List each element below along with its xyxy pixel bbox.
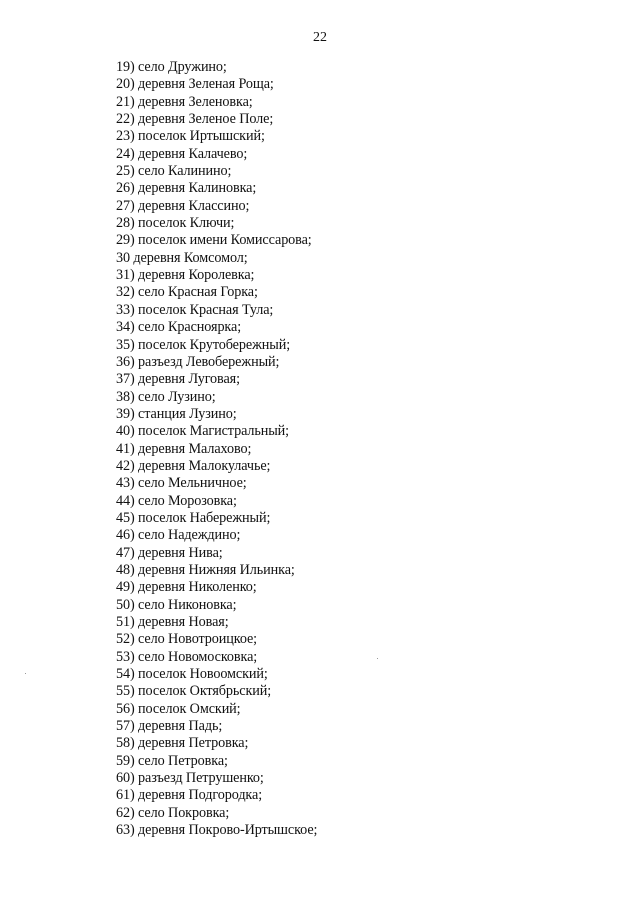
list-item: 32) село Красная Горка; — [116, 284, 258, 301]
list-item: 47) деревня Нива; — [116, 544, 223, 561]
list-item: 26) деревня Калиновка; — [116, 180, 257, 197]
list-item: 27) деревня Классино; — [116, 197, 250, 214]
list-item: 34) село Красноярка; — [116, 319, 242, 336]
scan-speck — [377, 658, 378, 659]
list-item: 62) село Покровка; — [116, 804, 230, 821]
list-item: 33) поселок Красная Тула; — [116, 301, 274, 318]
list-item: 37) деревня Луговая; — [116, 371, 240, 388]
list-item: 24) деревня Калачево; — [116, 145, 248, 162]
list-item: 36) разъезд Левобережный; — [116, 353, 280, 370]
page-number: 22 — [313, 30, 327, 45]
list-item: 43) село Мельничное; — [116, 475, 247, 492]
list-item: 30 деревня Комсомол; — [116, 249, 248, 266]
list-item: 42) деревня Малокулачье; — [116, 457, 271, 474]
list-item: 35) поселок Крутобережный; — [116, 336, 291, 353]
list-item: 19) село Дружино; — [116, 59, 227, 75]
list-item: 54) поселок Новоомский; — [116, 666, 268, 683]
list-item: 52) село Новотроицкое; — [116, 631, 258, 648]
scan-speck — [25, 673, 26, 674]
list-item: 41) деревня Малахово; — [116, 440, 252, 457]
list-item: 48) деревня Нижняя Ильинка; — [116, 561, 295, 578]
list-item: 46) село Надеждино; — [116, 527, 241, 544]
list-item: 59) село Петровка; — [116, 752, 228, 769]
list-item: 57) деревня Падь; — [116, 718, 223, 735]
list-item: 28) поселок Ключи; — [116, 215, 235, 232]
list-item: 23) поселок Иртышский; — [116, 128, 265, 145]
list-item: 20) деревня Зеленая Роща; — [116, 76, 274, 93]
list-item: 56) поселок Омский; — [116, 700, 241, 717]
list-item: 31) деревня Королевка; — [116, 267, 255, 284]
list-item: 21) деревня Зеленовка; — [116, 93, 253, 110]
list-item: 58) деревня Петровка; — [116, 735, 249, 752]
list-item: 49) деревня Николенко; — [116, 579, 257, 596]
list-item: 29) поселок имени Комиссарова; — [116, 232, 312, 249]
list-item: 45) поселок Набережный; — [116, 509, 271, 526]
list-item: 39) станция Лузино; — [116, 405, 237, 422]
list-item: 63) деревня Покрово-Иртышское; — [116, 822, 318, 839]
list-item: 55) поселок Октябрьский; — [116, 683, 272, 700]
list-item: 25) село Калинино; — [116, 163, 232, 180]
list-item: 61) деревня Подгородка; — [116, 787, 263, 804]
settlement-list — [116, 59, 317, 839]
list-item: 38) село Лузино; — [116, 388, 216, 405]
list-item: 51) деревня Новая; — [116, 614, 229, 630]
list-item: 53) село Новомосковка; — [116, 648, 258, 665]
list-item: 22) деревня Зеленое Поле; — [116, 111, 274, 128]
list-item: 60) разъезд Петрушенко; — [116, 770, 264, 787]
list-item: 50) село Никоновка; — [116, 596, 237, 613]
list-item: 40) поселок Магистральный; — [116, 423, 289, 440]
list-item: 44) село Морозовка; — [116, 492, 237, 509]
